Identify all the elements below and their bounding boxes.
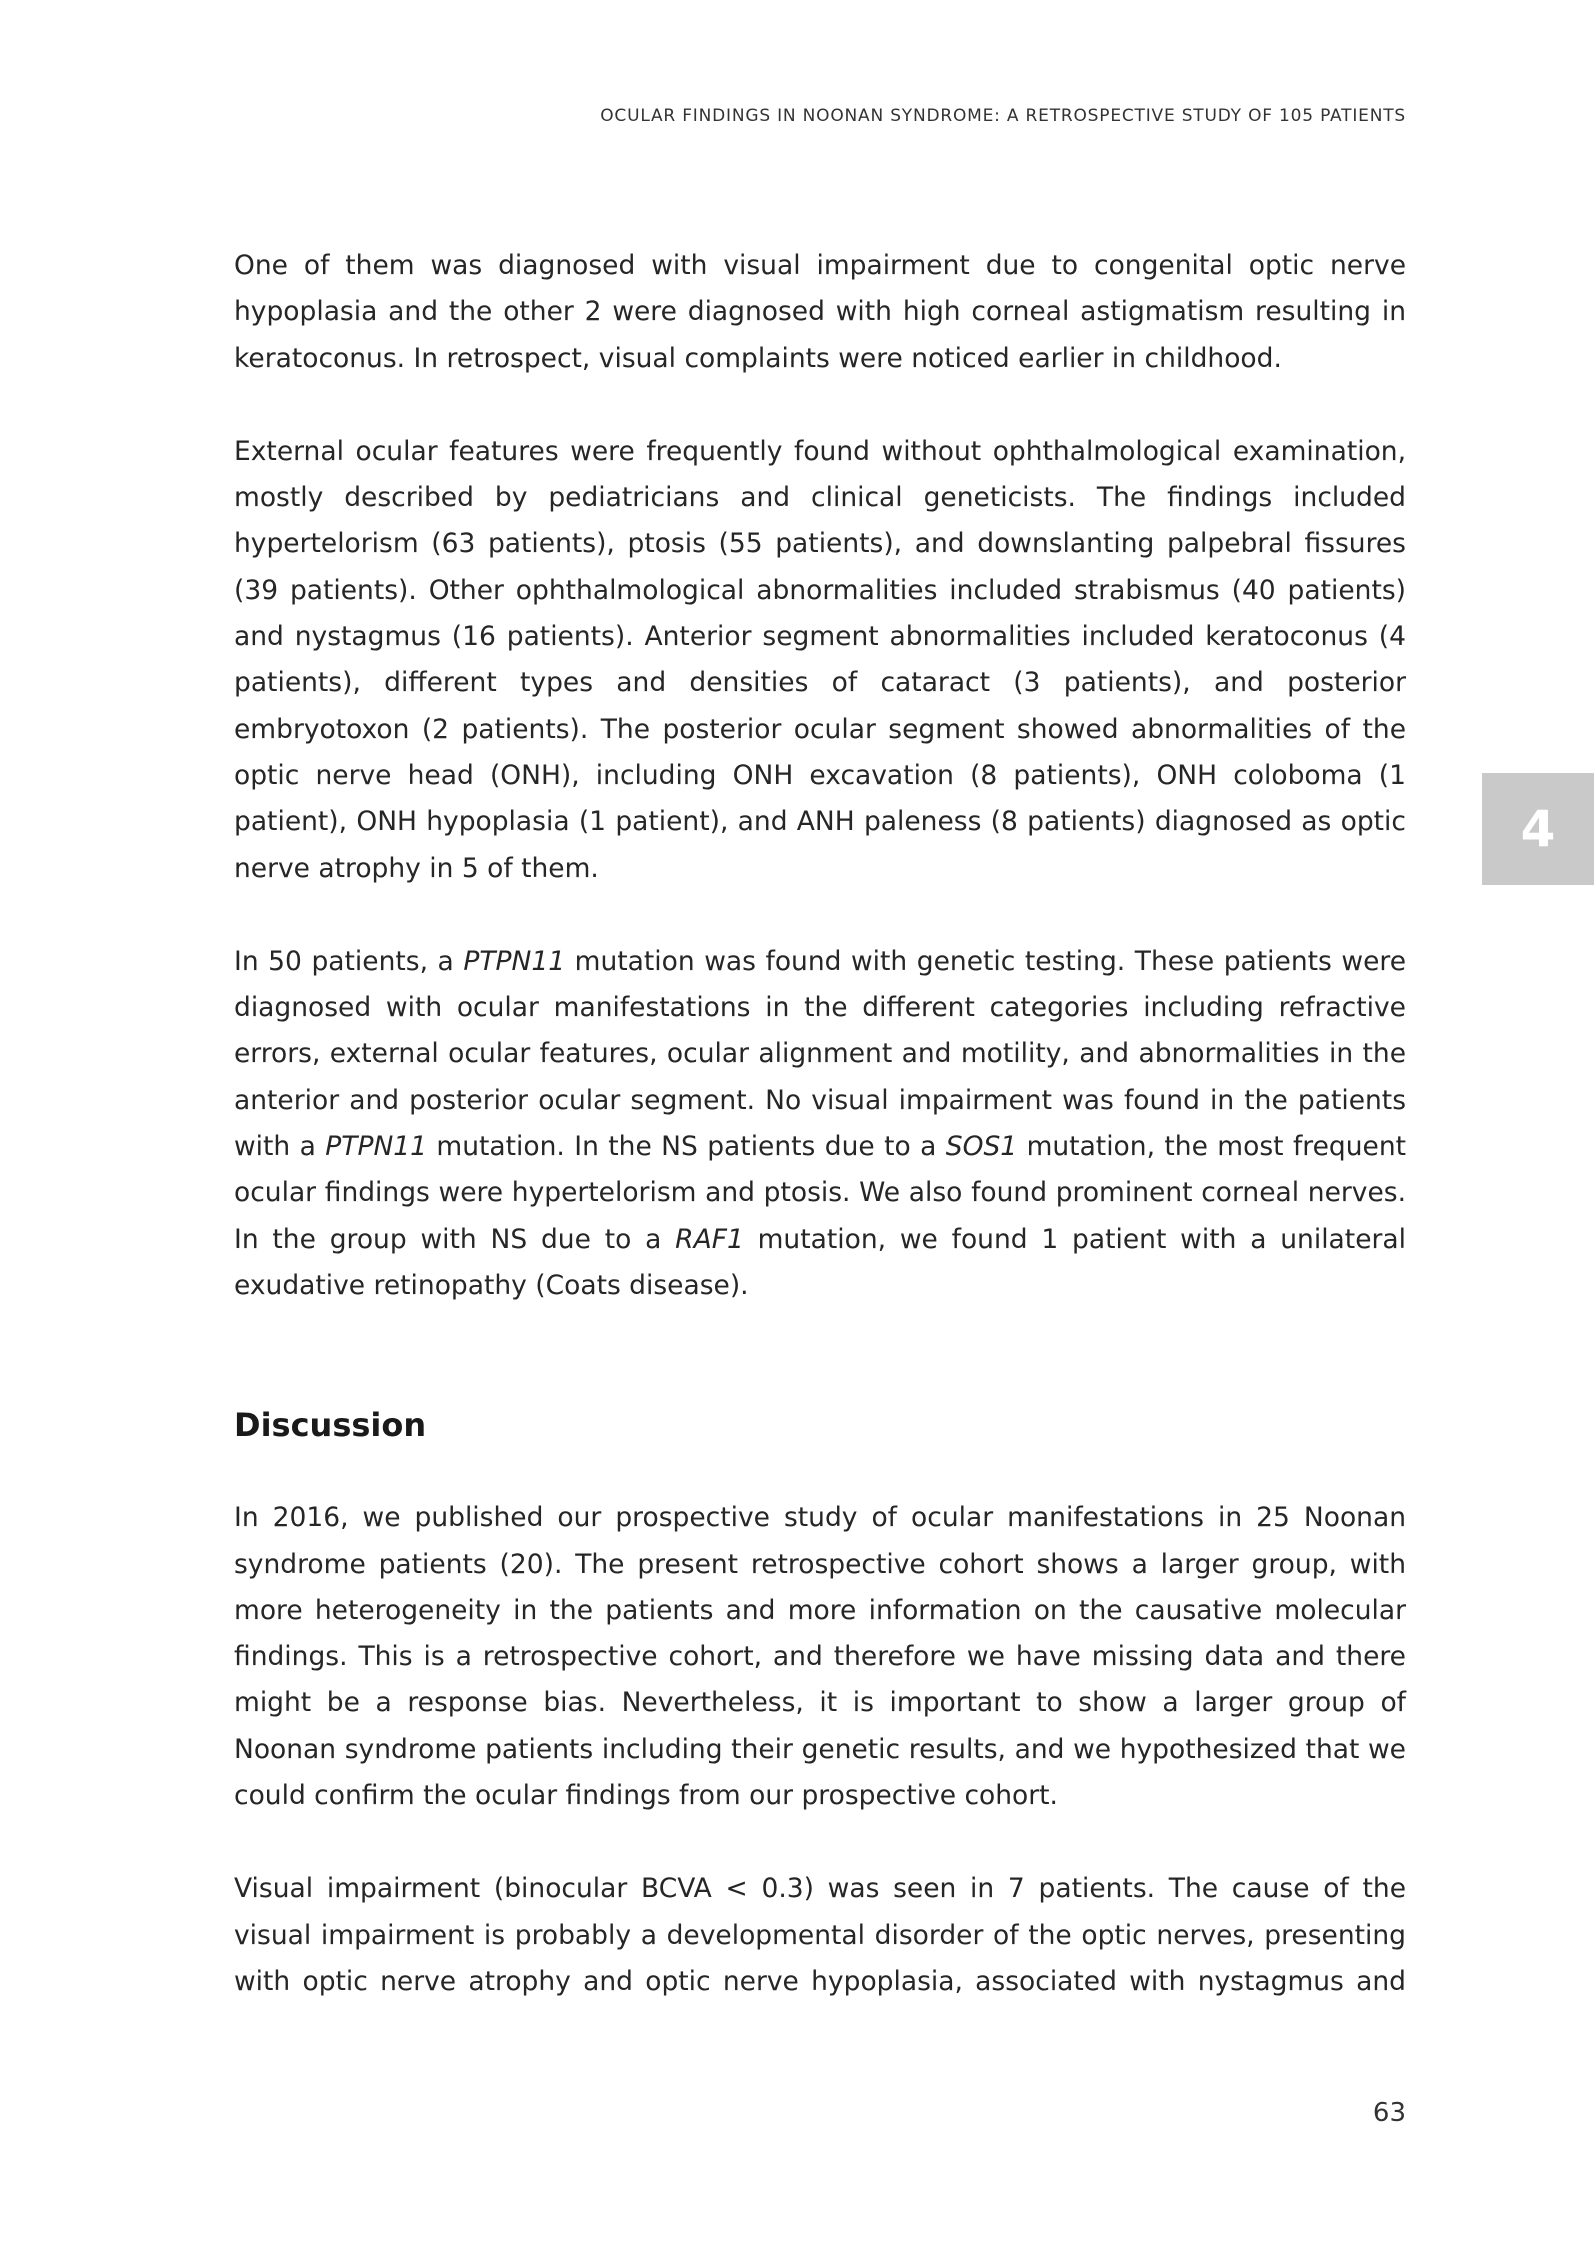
discussion-heading: Discussion xyxy=(234,1406,427,1445)
paragraph-3 xyxy=(234,939,1406,1309)
gene-name-sos1: SOS1 xyxy=(945,1131,1018,1163)
running-header: OCULAR FINDINGS IN NOONAN SYNDROME: A RETROSPECTIVE STUDY OF 105 PATIENTS xyxy=(600,106,1406,126)
paragraph-3-text-1: In 50 patients, a xyxy=(234,945,464,977)
paragraph-3-text-2: mutation was found with genetic testing. These patients were diagnosed with ocular manifestations in the different categories including refractive errors, external ocular features, ocular alignment and motility, and abnormalities in the anterior and posterior ocular segment. No visual impairment was found in the patients with a xyxy=(234,945,1406,1163)
gene-name-ptpn11: PTPN11 xyxy=(463,945,566,977)
paragraph-1: One of them was diagnosed with visual impairment due to congenital optic nerve hypoplasia and the other 2 were diagnosed with high corneal astigmatism resulting in keratoconus. In retrospect, visual complaints were noticed earlier in childhood. xyxy=(234,250,1406,374)
chapter-number: 4 xyxy=(1520,800,1556,858)
paragraph-3-text-5: mutation, we found 1 patient with a unilateral exudative retinopathy (Coats disease). xyxy=(234,1223,1406,1301)
paragraph-2: External ocular features were frequently found without ophthalmological examination, mostly described by pediatricians and clinical geneticists. The findings included hypertelorism (63 patients), ptosis (55 patients), and downslanting palpebral fissures (39 patients). Other ophthalmological abnormalities included strabismus (40 patients) and nystagmus (16 patients). Anterior segment abnormalities included keratoconus (4 patients), different types and densities of cataract (3 patients), and posterior embryotoxon (2 patients). The posterior ocular segment showed abnormalities of the optic nerve head (ONH), including ONH excavation (8 patients), ONH coloboma (1 patient), ONH hypoplasia (1 patient), and ANH paleness (8 patients) diagnosed as optic nerve atrophy in 5 of them. xyxy=(234,435,1406,884)
chapter-tab xyxy=(1482,773,1594,885)
gene-name-ptpn11-second: PTPN11 xyxy=(325,1131,427,1163)
paragraph-3-text-3: mutation. In the NS patients due to a xyxy=(427,1131,946,1163)
paragraph-3-text-4: mutation, the most frequent ocular findings were hypertelorism and ptosis. We also found prominent corneal nerves. In the group with NS due to a xyxy=(234,1131,1407,1255)
paragraph-4: In 2016, we published our prospective study of ocular manifestations in 25 Noonan syndrome patients (20). The present retrospective cohort shows a larger group, with more heterogeneity in the patients and more information on the causative molecular findings. This is a retrospective cohort, and therefore we have missing data and there might be a response bias. Nevertheless, it is important to show a larger group of Noonan syndrome patients including their genetic results, and we hypothesized that we could confirm the ocular findings from our prospective cohort. xyxy=(234,1502,1406,1812)
page-number: 63 xyxy=(1372,2098,1406,2128)
paragraph-5: Visual impairment (binocular BCVA < 0.3) was seen in 7 patients. The cause of the visual impairment is probably a developmental disorder of the optic nerves, presenting with optic nerve atrophy and optic nerve hypoplasia, associated with nystagmus and xyxy=(234,1873,1406,1997)
gene-name-raf1: RAF1 xyxy=(675,1223,744,1255)
main-content xyxy=(234,243,1406,2005)
